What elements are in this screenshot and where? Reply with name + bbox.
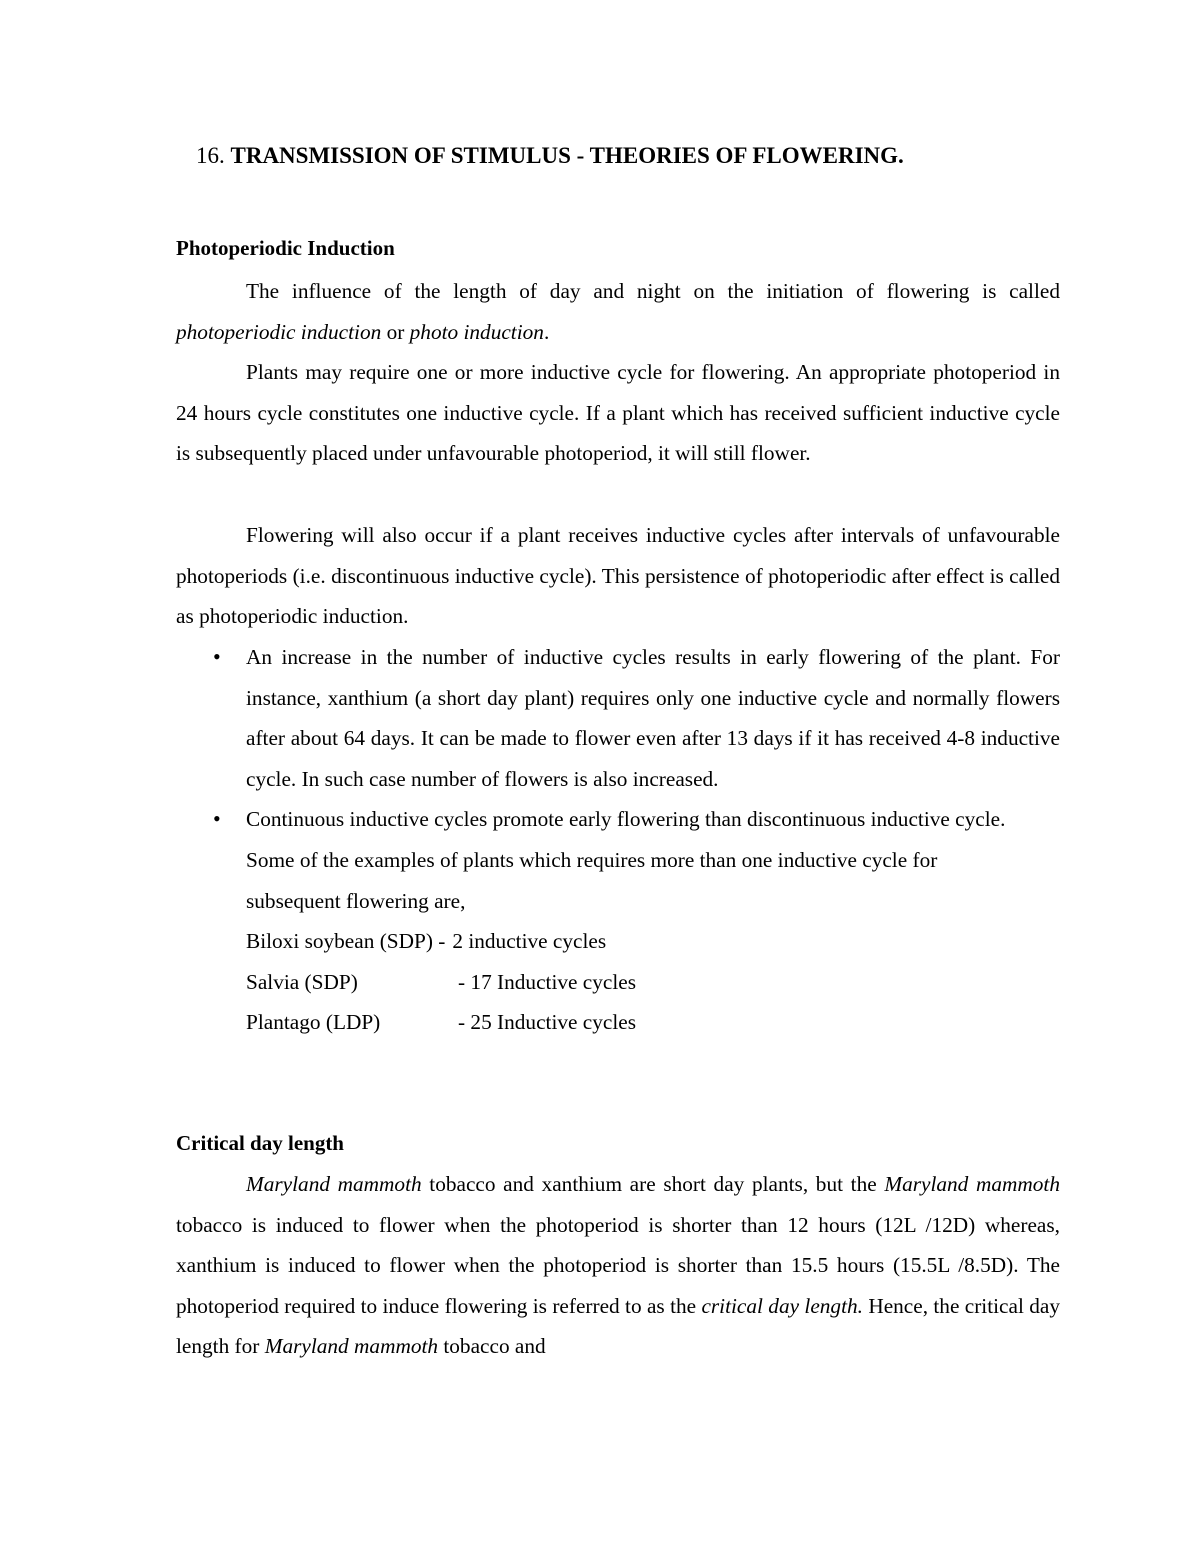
paragraph-text: tobacco and xyxy=(438,1334,546,1359)
paragraph-critical-day-length xyxy=(176,1164,1060,1367)
bullet-list xyxy=(176,637,1060,1043)
examples-list xyxy=(246,921,1060,1043)
bullet-text: An increase in the number of inductive cycles results in early flowering of the plant. For instance, xanthium (a short day plant) requires only one inductive cycle and normally flowers after about 64 days. It can be made to flower even after 13 days if it has received 4-8 inductive cycle. In such case number of flowers is also increased. xyxy=(246,645,1060,791)
example-plant: Biloxi soybean (SDP) - xyxy=(246,929,446,954)
examples-intro-line: Some of the examples of plants which requires more than one inductive cycle for xyxy=(246,847,938,872)
example-cycles: 2 inductive cycles xyxy=(452,929,607,954)
paragraph-text: Hence, the critical day length for xyxy=(176,1293,1060,1359)
bullet-icon: • xyxy=(213,806,221,832)
example-row xyxy=(246,921,1060,962)
italic-term: Maryland mammoth xyxy=(246,1172,422,1196)
section-heading-critical-day-length: Critical day length xyxy=(176,1131,344,1155)
section-heading-photoperiodic-induction: Photoperiodic Induction xyxy=(176,236,395,260)
italic-term: Maryland mammoth xyxy=(264,1334,439,1359)
example-row xyxy=(246,1002,1060,1043)
paragraph-definition xyxy=(176,271,1060,352)
examples-intro-line: subsequent flowering are, xyxy=(246,888,466,913)
example-cycles: - 25 Inductive cycles xyxy=(458,1010,636,1035)
title-number: 16. xyxy=(196,143,225,168)
paragraph-text: tobacco is induced to flower when the photoperiod is shorter than 12 hours (12L /12D) whereas, xanthium is induced to flower when the photoperiod is shorter than 15.5 hours (15.5L /8.5D). The photoperiod required to induce flowering is referred to as the xyxy=(176,1212,1060,1318)
italic-term: critical day length. xyxy=(701,1293,863,1318)
list-item xyxy=(176,799,1060,1043)
paragraph-text: or xyxy=(381,319,410,344)
example-plant: Plantago (LDP) xyxy=(246,1010,381,1035)
paragraph-flowering-intervals: Flowering will also occur if a plant receives inductive cycles after intervals of unfavourable photoperiods (i.e. discontinuous inductive cycle). This persistence of photoperiodic after effect is called as photoperiodic induction. xyxy=(176,523,1060,629)
list-item xyxy=(176,637,1060,799)
page-title xyxy=(196,143,1056,169)
paragraph-text: . xyxy=(543,319,550,344)
example-row xyxy=(246,962,1060,1003)
example-plant: Salvia (SDP) xyxy=(246,969,358,994)
paragraph-text: tobacco and xanthium are short day plants, but the xyxy=(421,1172,885,1196)
italic-term: Maryland mammoth xyxy=(884,1172,1060,1196)
example-cycles: - 17 Inductive cycles xyxy=(458,969,636,994)
italic-term: photoperiodic induction xyxy=(176,319,382,344)
italic-term: photo induction xyxy=(409,319,544,344)
paragraph-inductive-cycle: Plants may require one or more inductive cycle for flowering. An appropriate photoperiod in 24 hours cycle constitutes one inductive cycle. If a plant which has received sufficient inductive cycle is subsequently placed under unfavourable photoperiod, it will still flower. xyxy=(176,360,1060,466)
paragraph-text: The influence of the length of day and night on the initiation of flowering is called xyxy=(246,279,1060,303)
bullet-icon: • xyxy=(213,644,221,669)
bullet-text: Continuous inductive cycles promote early flowering than discontinuous inductive cycle. xyxy=(246,807,1006,832)
title-text: TRANSMISSION OF STIMULUS - THEORIES OF FLOWERING. xyxy=(230,143,904,168)
